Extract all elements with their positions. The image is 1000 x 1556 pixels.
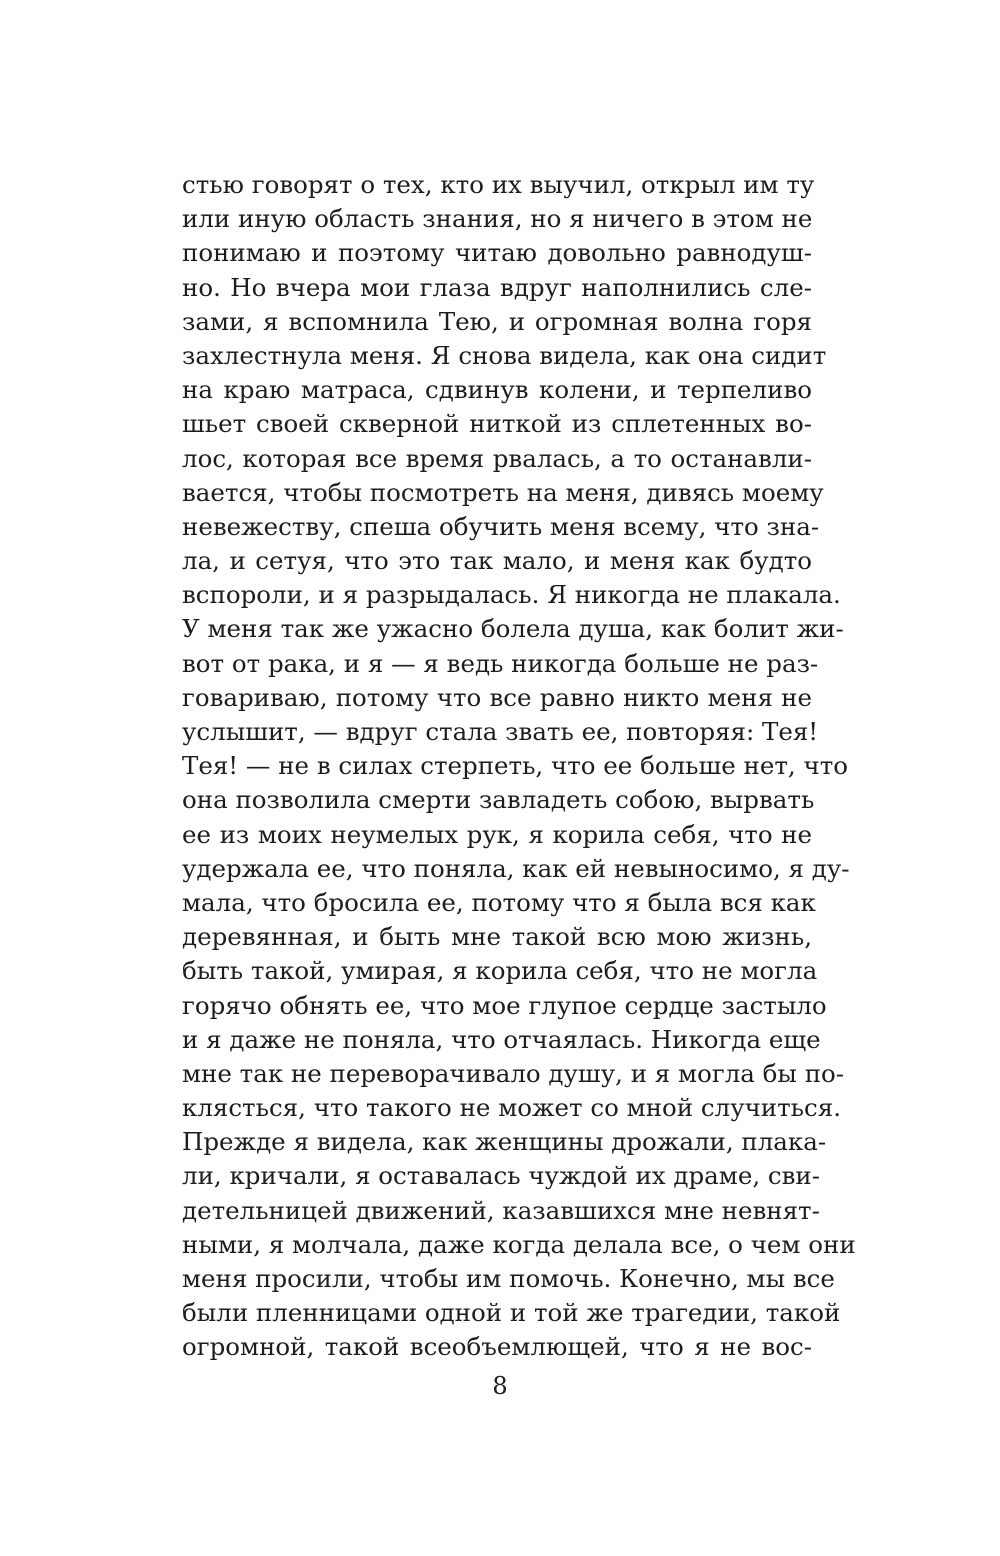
text-line: были пленницами одной и той же трагедии, такой [182, 1298, 841, 1328]
text-line: но. Но вчера мои глаза вдруг наполнились сле- [182, 272, 812, 302]
text-line: ли, кричали, я оставалась чуждой их драме, сви- [182, 1161, 821, 1191]
text-line: детельницей движений, казавшихся мне невнят- [182, 1195, 820, 1225]
text-line: лос, которая все время рвалась, а то останавли- [182, 443, 812, 473]
text-line: ла, и сетуя, что это так мало, и меня как будто [182, 546, 812, 576]
text-line: мне так не переворачивало душу, и я могла бы по- [182, 1058, 845, 1088]
text-line: огромной, такой всеобъемлющей, что я не вос- [182, 1332, 812, 1362]
text-line: Тея! — не в силах стерпеть, что ее больше нет, что [182, 751, 848, 781]
text-line: удержала ее, что поняла, как ей невыносимо, я ду- [182, 853, 850, 883]
text-line: невежеству, спеша обучить меня всему, что зна- [182, 511, 820, 541]
text-line: клясться, что такого не может со мной случиться. [182, 1093, 841, 1123]
text-line: или иную область знания, но я ничего в этом не [182, 204, 813, 234]
text-line: ее из моих неумелых рук, я корила себя, что не [182, 819, 812, 849]
text-line: она позволила смерти завладеть собою, вырвать [182, 785, 815, 815]
text-line: вот от рака, и я — я ведь никогда больше не раз- [182, 648, 819, 678]
text-line: на краю матраса, сдвинув колени, и терпеливо [182, 375, 812, 405]
text-line: быть такой, умирая, я корила себя, что не могла [182, 956, 818, 986]
text-line: понимаю и поэтому читаю довольно равнодуш- [182, 238, 812, 268]
text-line: услышит, — вдруг стала звать ее, повторяя: Тея! [182, 717, 819, 746]
text-line: меня просили, чтобы им помочь. Конечно, мы все [182, 1264, 835, 1293]
text-line: и я даже не поняла, что отчаялась. Никогда еще [182, 1024, 821, 1054]
text-line: вается, чтобы посмотреть на меня, дивясь моему [182, 477, 824, 507]
text-line: ными, я молчала, даже когда делала все, о чем они [182, 1229, 856, 1259]
text-line: вспороли, и я разрыдалась. Я никогда не плакала. [182, 580, 841, 610]
text-line: мала, что бросила ее, потому что я была вся как [182, 887, 816, 917]
text-line: деревянная, и быть мне такой всю мою жизнь, [182, 922, 812, 952]
page-number: 8 [492, 1372, 508, 1400]
body-text [182, 168, 856, 1365]
text-line: горячо обнять ее, что мое глупое сердце застыло [182, 990, 827, 1020]
text-line: говариваю, потому что все равно никто меня не [182, 682, 812, 712]
text-line: У меня так же ужасно болела душа, как болит жи- [182, 614, 844, 644]
text-line: шьет своей скверной ниткой из сплетенных во- [182, 409, 812, 439]
text-line: стью говорят о тех, кто их выучил, открыл им ту [182, 170, 815, 199]
text-line: Прежде я видела, как женщины дрожали, плака- [182, 1127, 827, 1157]
text-line: зами, я вспомнила Тею, и огромная волна горя [182, 306, 812, 336]
text-line: захлестнула меня. Я снова видела, как она сидит [182, 340, 827, 370]
